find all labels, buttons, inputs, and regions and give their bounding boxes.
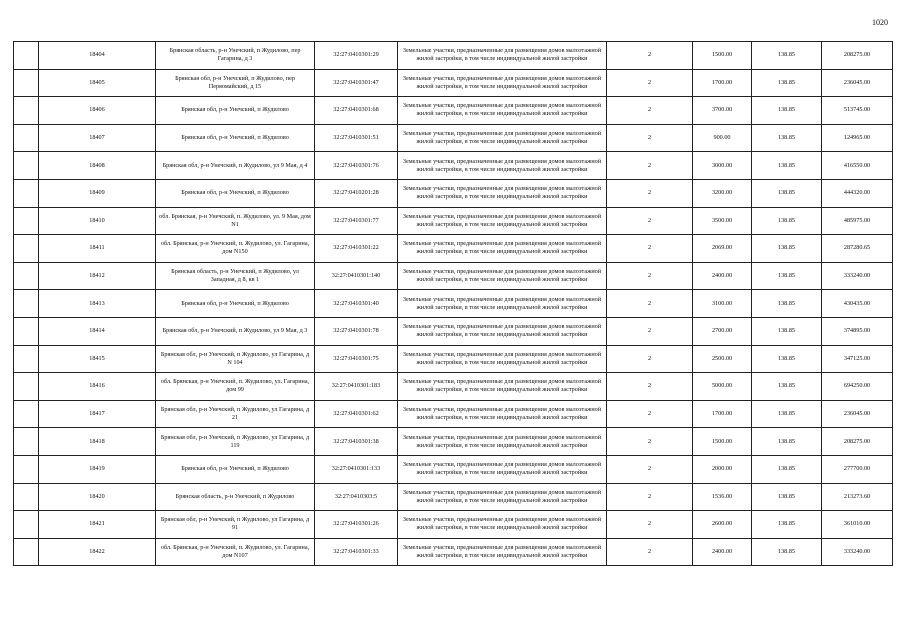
rate-cell: 138.85: [752, 538, 822, 566]
record-number: 18419: [39, 455, 156, 483]
land-use-cell: Земельные участки, предназначенные для размещения домов малоэтажной жилой застройки, в том числе индивидуальной жилой застройки: [398, 69, 607, 97]
rate-cell: 138.85: [752, 373, 822, 401]
category-cell: 2: [607, 455, 693, 483]
cadastral-value-cell: 124965.00: [822, 124, 893, 152]
cadastral-number: 32:27:0410301:140: [315, 262, 398, 290]
category-cell: 2: [607, 235, 693, 263]
rate-cell: 138.85: [752, 42, 822, 70]
address-cell: Брянская обл, р-н Унечский, п Жудилово: [156, 124, 315, 152]
table-row: [14, 207, 893, 235]
cadastral-value-cell: 513745.00: [822, 97, 893, 125]
cadastral-number: 32:27:0410301:75: [315, 345, 398, 373]
address-cell: Брянская обл, р-н Унечский, п Жудилово, ул Гагарина, д N 104: [156, 345, 315, 373]
margin-cell: [14, 42, 39, 70]
margin-cell: [14, 97, 39, 125]
land-use-cell: Земельные участки, предназначенные для размещения домов малоэтажной жилой застройки, в том числе индивидуальной жилой застройки: [398, 97, 607, 125]
category-cell: 2: [607, 69, 693, 97]
record-number: 18416: [39, 373, 156, 401]
cadastral-number: 32:27:0410301:33: [315, 538, 398, 566]
cadastral-value-cell: 333240.00: [822, 538, 893, 566]
land-use-cell: Земельные участки, предназначенные для размещения домов малоэтажной жилой застройки, в том числе индивидуальной жилой застройки: [398, 290, 607, 318]
land-use-cell: Земельные участки, предназначенные для размещения домов малоэтажной жилой застройки, в том числе индивидуальной жилой застройки: [398, 373, 607, 401]
rate-cell: 138.85: [752, 483, 822, 511]
record-number: 18406: [39, 97, 156, 125]
table-row: [14, 179, 893, 207]
rate-cell: 138.85: [752, 207, 822, 235]
address-cell: обл. Брянская, р-н Унечский, п. Жудилово, ул. Гагарина, дом N150: [156, 235, 315, 263]
category-cell: 2: [607, 317, 693, 345]
margin-cell: [14, 538, 39, 566]
rate-cell: 138.85: [752, 69, 822, 97]
land-use-cell: Земельные участки, предназначенные для размещения домов малоэтажной жилой застройки, в том числе индивидуальной жилой застройки: [398, 511, 607, 539]
category-cell: 2: [607, 42, 693, 70]
area-cell: 2069.00: [693, 235, 752, 263]
record-number: 18418: [39, 428, 156, 456]
rate-cell: 138.85: [752, 317, 822, 345]
category-cell: 2: [607, 538, 693, 566]
table-row: [14, 124, 893, 152]
record-number: 18411: [39, 235, 156, 263]
margin-cell: [14, 262, 39, 290]
area-cell: 5000.00: [693, 373, 752, 401]
margin-cell: [14, 428, 39, 456]
area-cell: 1500.00: [693, 428, 752, 456]
land-use-cell: Земельные участки, предназначенные для размещения домов малоэтажной жилой застройки, в том числе индивидуальной жилой застройки: [398, 235, 607, 263]
cadastral-value-cell: 277700.00: [822, 455, 893, 483]
address-cell: Брянская обл, р-н Унечский, п Жудилово: [156, 455, 315, 483]
address-cell: Брянская обл, р-н Унечский, п Жудилово, ул Гагарина, д 119: [156, 428, 315, 456]
cadastral-number: 32:27:0410301:29: [315, 42, 398, 70]
cadastral-number: 32:27:0410301:77: [315, 207, 398, 235]
cadastral-number: 32:27:0410301:51: [315, 124, 398, 152]
cadastral-number: 32:27:0410301:22: [315, 235, 398, 263]
margin-cell: [14, 400, 39, 428]
category-cell: 2: [607, 511, 693, 539]
cadastral-number: 32:27:0410301:40: [315, 290, 398, 318]
record-number: 18413: [39, 290, 156, 318]
record-number: 18421: [39, 511, 156, 539]
record-number: 18408: [39, 152, 156, 180]
cadastral-value-cell: 694250.00: [822, 373, 893, 401]
cadastral-number: 32:27:0410301:26: [315, 511, 398, 539]
rate-cell: 138.85: [752, 400, 822, 428]
rate-cell: 138.85: [752, 124, 822, 152]
cadastral-value-table: [13, 41, 893, 566]
category-cell: 2: [607, 179, 693, 207]
cadastral-number: 32:27:0410201:28: [315, 179, 398, 207]
area-cell: 2600.00: [693, 511, 752, 539]
land-use-cell: Земельные участки, предназначенные для размещения домов малоэтажной жилой застройки, в том числе индивидуальной жилой застройки: [398, 207, 607, 235]
land-use-cell: Земельные участки, предназначенные для размещения домов малоэтажной жилой застройки, в том числе индивидуальной жилой застройки: [398, 262, 607, 290]
cadastral-number: 32:27:0410301:38: [315, 428, 398, 456]
area-cell: 2400.00: [693, 262, 752, 290]
record-number: 18412: [39, 262, 156, 290]
cadastral-value-cell: 236045.00: [822, 69, 893, 97]
area-cell: 2000.00: [693, 455, 752, 483]
land-use-cell: Земельные участки, предназначенные для размещения домов малоэтажной жилой застройки, в том числе индивидуальной жилой застройки: [398, 455, 607, 483]
margin-cell: [14, 290, 39, 318]
margin-cell: [14, 511, 39, 539]
address-cell: Брянская обл, р-н Унечский, п Жудилово, ул Гагарина, д 91: [156, 511, 315, 539]
record-number: 18417: [39, 400, 156, 428]
cadastral-value-cell: 444320.00: [822, 179, 893, 207]
address-cell: Брянская обл, р-н Унечский, п Жудилово: [156, 290, 315, 318]
cadastral-value-cell: 347125.00: [822, 345, 893, 373]
cadastral-number: 32:27:0410301:78: [315, 317, 398, 345]
address-cell: Брянская область, р-н Унечский, п Жудилово: [156, 483, 315, 511]
area-cell: 3700.00: [693, 97, 752, 125]
area-cell: 1700.00: [693, 400, 752, 428]
page-number: 1020: [872, 18, 888, 27]
address-cell: Брянская обл, р-н Унечский, п Жудилово: [156, 179, 315, 207]
table-row: [14, 97, 893, 125]
table-row: [14, 345, 893, 373]
category-cell: 2: [607, 373, 693, 401]
area-cell: 2500.00: [693, 345, 752, 373]
table-row: [14, 152, 893, 180]
cadastral-number: 32:27:0410301:68: [315, 97, 398, 125]
cadastral-value-cell: 430435.00: [822, 290, 893, 318]
table-row: [14, 235, 893, 263]
table-row: [14, 262, 893, 290]
category-cell: 2: [607, 345, 693, 373]
area-cell: 900.00: [693, 124, 752, 152]
land-use-cell: Земельные участки, предназначенные для размещения домов малоэтажной жилой застройки, в том числе индивидуальной жилой застройки: [398, 42, 607, 70]
margin-cell: [14, 179, 39, 207]
land-use-cell: Земельные участки, предназначенные для размещения домов малоэтажной жилой застройки, в том числе индивидуальной жилой застройки: [398, 345, 607, 373]
area-cell: 2700.00: [693, 317, 752, 345]
margin-cell: [14, 455, 39, 483]
cadastral-number: 32:27:0410301:47: [315, 69, 398, 97]
address-cell: Брянская обл, р-н Унечский, п Жудилово, пер Первомайский, д 15: [156, 69, 315, 97]
table-row: [14, 455, 893, 483]
rate-cell: 138.85: [752, 455, 822, 483]
margin-cell: [14, 373, 39, 401]
land-use-cell: Земельные участки, предназначенные для размещения домов малоэтажной жилой застройки, в том числе индивидуальной жилой застройки: [398, 317, 607, 345]
rate-cell: 138.85: [752, 511, 822, 539]
category-cell: 2: [607, 124, 693, 152]
area-cell: 3000.00: [693, 152, 752, 180]
margin-cell: [14, 207, 39, 235]
land-use-cell: Земельные участки, предназначенные для размещения домов малоэтажной жилой застройки, в том числе индивидуальной жилой застройки: [398, 179, 607, 207]
cadastral-value-cell: 374895.00: [822, 317, 893, 345]
area-cell: 3500.00: [693, 207, 752, 235]
category-cell: 2: [607, 428, 693, 456]
area-cell: 1536.00: [693, 483, 752, 511]
cadastral-value-cell: 361010.00: [822, 511, 893, 539]
record-number: 18415: [39, 345, 156, 373]
table-row: [14, 69, 893, 97]
margin-cell: [14, 124, 39, 152]
record-number: 18407: [39, 124, 156, 152]
record-number: 18405: [39, 69, 156, 97]
record-number: 18420: [39, 483, 156, 511]
category-cell: 2: [607, 483, 693, 511]
table-row: [14, 428, 893, 456]
margin-cell: [14, 69, 39, 97]
area-cell: 3100.00: [693, 290, 752, 318]
area-cell: 3200.00: [693, 179, 752, 207]
table-row: [14, 483, 893, 511]
cadastral-value-cell: 485975.00: [822, 207, 893, 235]
land-use-cell: Земельные участки, предназначенные для размещения домов малоэтажной жилой застройки, в том числе индивидуальной жилой застройки: [398, 538, 607, 566]
category-cell: 2: [607, 152, 693, 180]
cadastral-number: 32:27:0410301:62: [315, 400, 398, 428]
table-row: [14, 290, 893, 318]
address-cell: Брянская область, р-н Унечский, п Жудилово, пер Гагарина, д 3: [156, 42, 315, 70]
margin-cell: [14, 235, 39, 263]
land-use-cell: Земельные участки, предназначенные для размещения домов малоэтажной жилой застройки, в том числе индивидуальной жилой застройки: [398, 483, 607, 511]
cadastral-number: 32:27:0410301:133: [315, 455, 398, 483]
category-cell: 2: [607, 400, 693, 428]
cadastral-value-cell: 213273.60: [822, 483, 893, 511]
address-cell: Брянская обл, р-н Унечский, п Жудилово, ул 9 Мая, д 4: [156, 152, 315, 180]
cadastral-value-cell: 287280.65: [822, 235, 893, 263]
rate-cell: 138.85: [752, 428, 822, 456]
cadastral-value-cell: 416550.00: [822, 152, 893, 180]
land-use-cell: Земельные участки, предназначенные для размещения домов малоэтажной жилой застройки, в том числе индивидуальной жилой застройки: [398, 124, 607, 152]
address-cell: Брянская обл, р-н Унечский, п Жудилово, ул 9 Мая, д 3: [156, 317, 315, 345]
margin-cell: [14, 345, 39, 373]
area-cell: 1500.00: [693, 42, 752, 70]
table-row: [14, 400, 893, 428]
category-cell: 2: [607, 207, 693, 235]
rate-cell: 138.85: [752, 179, 822, 207]
record-number: 18410: [39, 207, 156, 235]
land-use-cell: Земельные участки, предназначенные для размещения домов малоэтажной жилой застройки, в том числе индивидуальной жилой застройки: [398, 152, 607, 180]
rate-cell: 138.85: [752, 290, 822, 318]
rate-cell: 138.85: [752, 97, 822, 125]
category-cell: 2: [607, 290, 693, 318]
address-cell: обл. Брянская, р-н Унечский, п. Жудилово, ул. 9 Мая, дом N1: [156, 207, 315, 235]
address-cell: Брянская область, р-н Унечский, п Жудилово, ул Западная, д 8, кв 1: [156, 262, 315, 290]
margin-cell: [14, 483, 39, 511]
margin-cell: [14, 317, 39, 345]
cadastral-number: 32:27:0410301:76: [315, 152, 398, 180]
area-cell: 1700.00: [693, 69, 752, 97]
cadastral-number: 32:27:0410303:5: [315, 483, 398, 511]
rate-cell: 138.85: [752, 152, 822, 180]
table-row: [14, 538, 893, 566]
rate-cell: 138.85: [752, 235, 822, 263]
rate-cell: 138.85: [752, 262, 822, 290]
margin-cell: [14, 152, 39, 180]
cadastral-value-cell: 236045.00: [822, 400, 893, 428]
table-body: [14, 42, 893, 566]
address-cell: Брянская обл, р-н Унечский, п Жудилово: [156, 97, 315, 125]
area-cell: 2400.00: [693, 538, 752, 566]
address-cell: Брянская обл, р-н Унечский, п Жудилово, ул Гагарина, д 21: [156, 400, 315, 428]
address-cell: обл. Брянская, р-н Унечский, п. Жудилово, ул. Гагарина, дом N107: [156, 538, 315, 566]
record-number: 18414: [39, 317, 156, 345]
land-use-cell: Земельные участки, предназначенные для размещения домов малоэтажной жилой застройки, в том числе индивидуальной жилой застройки: [398, 428, 607, 456]
cadastral-value-cell: 208275.00: [822, 42, 893, 70]
table-row: [14, 511, 893, 539]
rate-cell: 138.85: [752, 345, 822, 373]
address-cell: обл. Брянская, р-н Унечский, п. Жудилово, ул. Гагарина, дом 99: [156, 373, 315, 401]
table-row: [14, 373, 893, 401]
cadastral-value-cell: 333240.00: [822, 262, 893, 290]
record-number: 18409: [39, 179, 156, 207]
cadastral-number: 32:27:0410301:183: [315, 373, 398, 401]
table-row: [14, 317, 893, 345]
table-row: [14, 42, 893, 70]
category-cell: 2: [607, 262, 693, 290]
cadastral-value-cell: 208275.00: [822, 428, 893, 456]
land-use-cell: Земельные участки, предназначенные для размещения домов малоэтажной жилой застройки, в том числе индивидуальной жилой застройки: [398, 400, 607, 428]
record-number: 18404: [39, 42, 156, 70]
record-number: 18422: [39, 538, 156, 566]
category-cell: 2: [607, 97, 693, 125]
